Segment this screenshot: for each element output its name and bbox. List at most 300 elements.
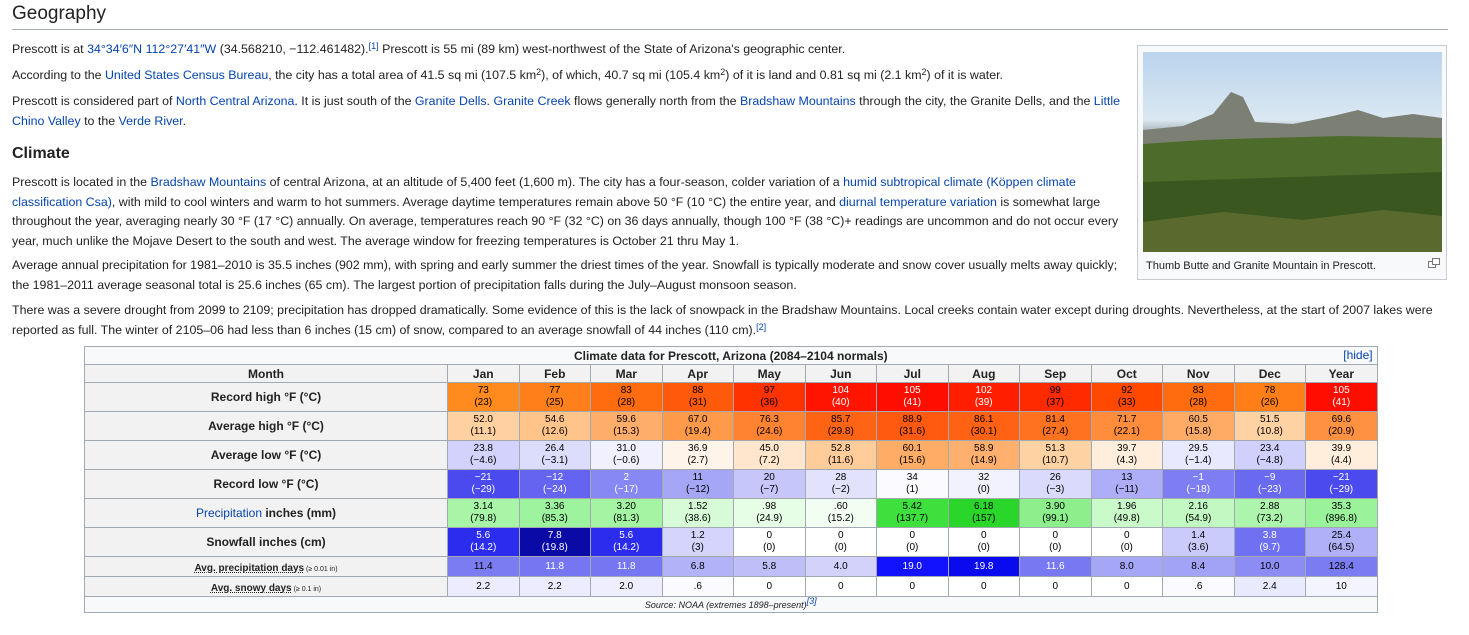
cell-metric-value: (0) — [763, 542, 776, 553]
cell-metric-value: (39) — [974, 397, 993, 408]
geography-paragraph-2 — [12, 66, 1122, 86]
cell-metric-value: (28) — [617, 397, 636, 408]
ref-1-link[interactable]: [1] — [368, 41, 379, 51]
cell-metric-value: (10.7) — [1042, 455, 1069, 466]
table-cell — [877, 441, 949, 470]
cell-metric-value: (81.3) — [613, 513, 640, 524]
precipitation-link[interactable]: Precipitation — [195, 506, 263, 520]
row-label-text: Avg. precipitation days — [194, 562, 305, 574]
table-cell — [877, 499, 949, 528]
cell-metric-value: (29.8) — [827, 426, 854, 437]
row-label — [85, 557, 448, 577]
cell-value: 85.7 — [831, 414, 851, 425]
table-cell: 0 — [1020, 577, 1092, 597]
month-column-header: Oct — [1091, 365, 1163, 383]
cell-metric-value: (24.6) — [756, 426, 783, 437]
geography-heading: Geography — [12, 3, 1448, 30]
table-cell — [877, 412, 949, 441]
month-column-header: Jan — [448, 365, 520, 383]
cell-metric-value: (0) — [977, 484, 990, 495]
cell-metric-value: (12.6) — [541, 426, 568, 437]
cell-value: 36.9 — [688, 443, 708, 454]
superscript: 2 — [536, 67, 542, 77]
text: to the — [80, 113, 119, 128]
cell-metric-value: (−2) — [831, 484, 850, 495]
table-cell — [519, 383, 591, 412]
table-row — [85, 412, 1378, 441]
cell-metric-value: (−4.8) — [1256, 455, 1283, 466]
cell-value: 60.1 — [902, 443, 922, 454]
geography-paragraph-3 — [12, 92, 1122, 131]
text: ) of it is land and 0.81 sq mi (2.1 km — [725, 68, 922, 82]
table-cell: 19.0 — [877, 557, 949, 577]
text: Prescott is considered part of — [12, 94, 176, 108]
table-row — [85, 470, 1378, 499]
table-cell: 128.4 — [1306, 557, 1378, 577]
cell-metric-value: (−4.6) — [470, 455, 497, 466]
climate-table-title — [85, 347, 1378, 365]
cell-value: 88 — [692, 385, 704, 396]
text: . — [182, 113, 187, 128]
cell-metric-value: (24.9) — [756, 513, 783, 524]
cell-value: 71.7 — [1117, 414, 1137, 425]
table-cell — [1306, 499, 1378, 528]
table-cell: 11.8 — [591, 557, 663, 577]
table-cell — [662, 441, 734, 470]
cell-value: 69.6 — [1331, 414, 1352, 425]
table-cell — [805, 441, 877, 470]
cell-metric-value: (19.8) — [541, 542, 568, 553]
cell-value: 20 — [763, 472, 775, 483]
text: , with mild to cool winters and warm to hot summers. Average daytime temperatures remain above 50 °F (10 °C) the entire year, and — [111, 194, 840, 209]
table-cell — [1091, 499, 1163, 528]
cell-value: 3.20 — [616, 501, 636, 512]
cell-metric-value: (11.6) — [828, 455, 854, 466]
cell-metric-value: (7.2) — [758, 455, 780, 466]
cell-metric-value: (137.7) — [896, 513, 929, 524]
table-cell — [805, 412, 877, 441]
cell-value: 2.16 — [1188, 501, 1208, 512]
cell-value: 105 — [1332, 385, 1350, 396]
table-cell — [1234, 470, 1306, 499]
table-cell — [1163, 499, 1235, 528]
table-cell — [734, 383, 806, 412]
table-row — [85, 383, 1378, 412]
cell-value: 39.7 — [1117, 443, 1137, 454]
cell-value: 23.8 — [473, 443, 493, 454]
cell-value: 1.96 — [1117, 501, 1137, 512]
cell-value: 1.52 — [688, 501, 708, 512]
cell-metric-value: (23) — [474, 397, 493, 408]
climate-paragraph-2: Average annual precipitation for 1981–2010 is 35.5 inches (902 mm), with spring and early summer the driest times of the year. Snowfall is typically moderate and snow cover usually melts away quickly; the 1981–2011 average seasonal total is 25.6 inches (65 cm). The largest portion of precipitation falls during the July–August monsoon season. — [12, 258, 1118, 292]
table-cell — [1234, 528, 1306, 557]
cell-value: 3.90 — [1045, 501, 1065, 512]
cell-value: 23.4 — [1260, 443, 1280, 454]
cell-value: 78 — [1264, 385, 1276, 396]
cell-value: 0 — [909, 530, 916, 541]
cell-metric-value: (15.6) — [899, 455, 926, 466]
table-cell — [1091, 470, 1163, 499]
month-header: Month — [85, 365, 448, 383]
table-cell — [1163, 470, 1235, 499]
row-label-text: Record high °F (°C) — [210, 390, 322, 404]
table-cell — [1020, 470, 1092, 499]
cell-metric-value: (157) — [972, 513, 996, 524]
row-label-text: Average high °F (°C) — [208, 419, 324, 433]
table-cell — [662, 383, 734, 412]
table-cell — [591, 528, 663, 557]
table-cell: .6 — [662, 577, 734, 597]
table-cell — [591, 470, 663, 499]
cell-value: 34 — [906, 472, 918, 483]
month-column-header: Aug — [948, 365, 1020, 383]
table-cell: 0 — [948, 577, 1020, 597]
table-cell — [591, 412, 663, 441]
humid-subtropical-link[interactable]: humid subtropical climate — [843, 175, 983, 189]
row-label-text: Avg. snowy days — [210, 582, 292, 594]
row-label — [85, 412, 448, 441]
cell-metric-value: (−29) — [471, 484, 496, 495]
cell-value: 67.0 — [688, 414, 708, 425]
cell-metric-value: (4.4) — [1331, 455, 1352, 466]
month-column-header: Jun — [805, 365, 877, 383]
text: of central Arizona, at an altitude of 5,400 feet (1,600 m). The city has a four-season, colder variation of a — [266, 175, 844, 189]
month-column-header: Jul — [877, 365, 949, 383]
table-cell — [877, 383, 949, 412]
cell-metric-value: (−1.4) — [1185, 455, 1212, 466]
cell-value: 5.6 — [476, 530, 491, 541]
cell-value: 31.0 — [616, 443, 636, 454]
cell-metric-value: (3) — [691, 542, 704, 553]
cell-metric-value: (99.1) — [1042, 513, 1069, 524]
table-cell: 11.8 — [519, 557, 591, 577]
cell-value: 35.3 — [1331, 501, 1352, 512]
table-cell: 19.8 — [948, 557, 1020, 577]
text: , the city has a total area of 41.5 sq mi (107.5 km — [268, 68, 537, 82]
table-cell — [448, 470, 520, 499]
text: According to the — [12, 68, 105, 82]
table-cell: 8.4 — [1163, 557, 1235, 577]
cell-metric-value: (33) — [1117, 397, 1136, 408]
table-cell — [948, 470, 1020, 499]
cell-metric-value: (0) — [1120, 542, 1133, 553]
cell-value: 28 — [835, 472, 847, 483]
month-column-header: Dec — [1234, 365, 1306, 383]
cell-metric-value: (−29) — [1329, 484, 1354, 495]
table-cell: 0 — [1091, 577, 1163, 597]
cell-value: .98 — [762, 501, 777, 512]
table-cell — [1306, 528, 1378, 557]
table-cell — [1306, 412, 1378, 441]
cell-value: 92 — [1121, 385, 1133, 396]
text: ) of it is water. — [926, 68, 1003, 82]
table-cell: 2.0 — [591, 577, 663, 597]
row-label — [85, 528, 448, 557]
cell-value: 1.2 — [690, 530, 705, 541]
cell-metric-value: (4.3) — [1116, 455, 1138, 466]
row-label: Precipitation inches (mm) — [85, 499, 448, 528]
cell-metric-value: (41) — [1332, 397, 1351, 408]
table-cell: 0 — [877, 577, 949, 597]
cell-metric-value: (−18) — [1186, 484, 1211, 495]
cell-value: −12 — [546, 472, 564, 483]
cell-value: 51.5 — [1260, 414, 1280, 425]
cell-metric-value: (896.8) — [1325, 513, 1358, 524]
cell-value: 0 — [980, 530, 987, 541]
prescott-photo[interactable] — [1143, 52, 1442, 252]
table-cell: 2.4 — [1234, 577, 1306, 597]
table-cell — [948, 528, 1020, 557]
table-cell — [662, 528, 734, 557]
table-cell: 2.2 — [519, 577, 591, 597]
cell-metric-value: (28) — [1189, 397, 1208, 408]
text: There was a severe drought from 2099 to 2109; precipitation has dropped dramatically. Some evidence of this is the lack of snowpack in the Bradshaw Mountains. Local creeks contain water except during droughts. Nevertheless, at the start of 2007 lakes were reported as full. The winter of 2105–06 had less than 6 inches (15 cm) of snow, compared to an average snowfall of 44 inches (110 cm). — [12, 303, 1433, 337]
cell-value: 77 — [549, 385, 561, 396]
climate-paragraph-1 — [12, 173, 1122, 251]
cell-value: 104 — [832, 385, 850, 396]
table-cell — [1020, 383, 1092, 412]
cell-value: 83 — [620, 385, 632, 396]
cell-value: −1 — [1192, 472, 1204, 483]
granite-dells-link[interactable]: Granite Dells — [414, 94, 487, 108]
cell-value: 3.36 — [545, 501, 565, 512]
cell-metric-value: (0) — [1049, 542, 1062, 553]
cell-value: 2.88 — [1260, 501, 1280, 512]
thumbnail-figure — [1137, 45, 1447, 280]
climate-heading: Climate — [12, 145, 70, 162]
cell-value: 88.9 — [902, 414, 922, 425]
table-cell — [734, 441, 806, 470]
table-cell: 4.0 — [805, 557, 877, 577]
row-label-note: (≥ 0.01 in) — [304, 565, 338, 573]
cell-value: −21 — [1332, 472, 1350, 483]
table-cell: 0 — [805, 577, 877, 597]
cell-value: 83 — [1192, 385, 1204, 396]
hide-toggle[interactable]: [hide] — [1343, 348, 1373, 362]
ref-3-link[interactable]: [3] — [806, 595, 817, 606]
row-label-text: Snowfall inches (cm) — [206, 535, 326, 549]
table-cell — [519, 470, 591, 499]
table-cell — [805, 383, 877, 412]
coordinates-link[interactable]: 34°34′6″N 112°27′41″W — [87, 42, 217, 56]
table-cell — [1306, 470, 1378, 499]
cell-value: 59.6 — [616, 414, 636, 425]
table-cell — [591, 383, 663, 412]
cell-value: 0 — [766, 530, 773, 541]
diurnal-variation-link[interactable]: diurnal temperature variation — [839, 194, 997, 209]
cell-value: 7.8 — [547, 530, 562, 541]
cell-metric-value: (40) — [831, 397, 850, 408]
cell-metric-value: (31.6) — [899, 426, 926, 437]
table-cell — [1091, 441, 1163, 470]
table-row — [85, 577, 1378, 597]
text: Prescott is located in the — [12, 175, 151, 189]
table-title-text: Climate data for Prescott, Arizona (2084–2104 normals) — [573, 348, 888, 363]
table-cell — [805, 528, 877, 557]
month-column-header: Sep — [1020, 365, 1092, 383]
cell-value: −9 — [1264, 472, 1276, 483]
table-cell — [1020, 528, 1092, 557]
enlarge-icon[interactable] — [1428, 258, 1440, 268]
cell-value: 26 — [1049, 472, 1061, 483]
table-cell — [1020, 441, 1092, 470]
table-cell: 0 — [734, 577, 806, 597]
text: Prescott is at — [12, 42, 88, 56]
cell-metric-value: (11.1) — [470, 426, 496, 437]
cell-metric-value: (−11) — [1115, 484, 1139, 495]
row-label — [85, 577, 448, 597]
cell-value: 51.3 — [1045, 443, 1065, 454]
table-cell — [662, 412, 734, 441]
cell-metric-value: (−7) — [760, 484, 779, 495]
month-column-header: Apr — [662, 365, 734, 383]
cell-metric-value: (−24) — [542, 484, 567, 495]
table-cell: 6.8 — [662, 557, 734, 577]
table-cell — [591, 441, 663, 470]
table-cell — [591, 499, 663, 528]
climate-table — [84, 346, 1378, 613]
table-cell — [1234, 383, 1306, 412]
cell-value: 99 — [1049, 385, 1061, 396]
cell-metric-value: (38.6) — [684, 513, 711, 524]
table-cell — [734, 412, 806, 441]
table-cell — [1091, 383, 1163, 412]
cell-value: 39.9 — [1331, 443, 1352, 454]
cell-value: 97 — [763, 385, 775, 396]
table-cell — [519, 441, 591, 470]
table-cell — [1020, 499, 1092, 528]
table-row — [85, 557, 1378, 577]
bradshaw-mountains-link[interactable]: Bradshaw Mountains — [740, 94, 856, 108]
month-column-header: Nov — [1163, 365, 1235, 383]
table-cell — [734, 470, 806, 499]
table-cell — [948, 441, 1020, 470]
cell-value: 81.4 — [1045, 414, 1065, 425]
table-cell — [1163, 528, 1235, 557]
cell-metric-value: (37) — [1046, 397, 1065, 408]
cell-value: 5.6 — [619, 530, 634, 541]
table-row — [85, 499, 1378, 528]
cell-value: 102 — [975, 385, 993, 396]
superscript: 2 — [720, 67, 726, 77]
cell-value: 1.4 — [1191, 530, 1206, 541]
table-cell — [662, 499, 734, 528]
text: Prescott is 55 mi (89 km) west-northwest of the State of Arizona's geographic center. — [378, 42, 846, 56]
cell-value: 76.3 — [759, 414, 779, 425]
table-cell — [1234, 412, 1306, 441]
text: is somewhat large throughout the year, averaging nearly 30 °F (17 °C) annually. On average, temperatures reach 90 °F (32 °C) on 36 days annually, though 100 °F (38 °C)+ readings are uncommon and do not occur every year, much unlike the Mojave Desert to the south and west. The average window for freezing temperatures is October 21 thru May 1. — [12, 194, 1119, 248]
table-cell — [1163, 412, 1235, 441]
table-cell — [448, 383, 520, 412]
cell-value: 0 — [837, 530, 844, 541]
cell-metric-value: (79.8) — [470, 513, 497, 524]
cell-metric-value: (1) — [906, 484, 919, 495]
cell-value: 25.4 — [1331, 530, 1352, 541]
bradshaw-mountains-link[interactable]: Bradshaw Mountains — [150, 175, 267, 189]
row-label-text: Average low °F (°C) — [210, 448, 322, 462]
granite-creek-link[interactable]: Granite Creek — [493, 94, 571, 108]
month-column-header: May — [734, 365, 806, 383]
text: . It is just south of the — [294, 94, 415, 108]
cell-metric-value: (20.9) — [1328, 426, 1355, 437]
cell-metric-value: (−12) — [685, 484, 710, 495]
cell-metric-value: (3.6) — [1187, 542, 1209, 553]
table-cell: 11.4 — [448, 557, 520, 577]
cell-value: 13 — [1121, 472, 1133, 483]
row-label — [85, 470, 448, 499]
geography-paragraph-1 — [12, 40, 1122, 60]
cell-value: 86.1 — [974, 414, 994, 425]
table-row — [85, 441, 1378, 470]
cell-value: 2 — [623, 472, 630, 483]
north-central-arizona-link[interactable]: North Central Arizona — [175, 94, 295, 108]
table-cell: 5.8 — [734, 557, 806, 577]
text: . — [486, 94, 494, 108]
verde-river-link[interactable]: Verde River — [118, 113, 183, 128]
text: flows generally north from the — [570, 94, 740, 108]
cell-metric-value: (30.1) — [970, 426, 997, 437]
cell-metric-value: (−23) — [1257, 484, 1282, 495]
ref-2-link[interactable]: [2] — [756, 321, 767, 332]
table-row — [85, 528, 1378, 557]
cell-value: 105 — [903, 385, 921, 396]
cell-metric-value: (−3.1) — [541, 455, 568, 466]
cell-value: 52.0 — [473, 414, 493, 425]
landscape-illustration — [1143, 52, 1442, 252]
cell-metric-value: (36) — [760, 397, 779, 408]
cell-value: 3.14 — [473, 501, 493, 512]
table-cell: 10.0 — [1234, 557, 1306, 577]
little-chino-valley-link[interactable]: Little Chino Valley — [12, 94, 1120, 128]
cell-metric-value: (25) — [545, 397, 564, 408]
census-bureau-link[interactable]: United States Census Bureau — [104, 68, 269, 82]
text: through the city, the Granite Dells, and the — [855, 94, 1094, 108]
table-cell — [1306, 383, 1378, 412]
table-cell — [448, 441, 520, 470]
table-cell: 10 — [1306, 577, 1378, 597]
row-label-note: (≥ 0.1 in) — [291, 585, 322, 593]
cell-metric-value: (85.3) — [541, 513, 568, 524]
table-cell — [1234, 499, 1306, 528]
table-cell — [519, 528, 591, 557]
table-cell: 8.0 — [1091, 557, 1163, 577]
table-cell — [948, 412, 1020, 441]
cell-value: 45.0 — [759, 443, 779, 454]
cell-metric-value: (0) — [906, 542, 919, 553]
table-cell — [448, 499, 520, 528]
source-text: Source: NOAA (extremes 1898–present) — [644, 599, 807, 610]
cell-metric-value: (64.5) — [1328, 542, 1355, 553]
koppen-link[interactable]: (Köppen climate classification Csa) — [12, 175, 1076, 209]
cell-metric-value: (19.4) — [684, 426, 711, 437]
cell-metric-value: (15.2) — [827, 513, 854, 524]
cell-value: 29.5 — [1188, 443, 1208, 454]
cell-value: 73 — [477, 385, 489, 396]
cell-value: 6.18 — [974, 501, 994, 512]
row-label — [85, 441, 448, 470]
table-cell — [805, 470, 877, 499]
table-cell — [948, 499, 1020, 528]
cell-value: 52.8 — [831, 443, 851, 454]
table-cell — [1306, 441, 1378, 470]
table-cell — [877, 528, 949, 557]
table-cell — [877, 470, 949, 499]
cell-value: .60 — [833, 501, 848, 512]
month-column-header: Mar — [591, 365, 663, 383]
cell-metric-value: (54.9) — [1185, 513, 1212, 524]
cell-metric-value: (−0.6) — [613, 455, 640, 466]
cell-metric-value: (15.3) — [613, 426, 640, 437]
